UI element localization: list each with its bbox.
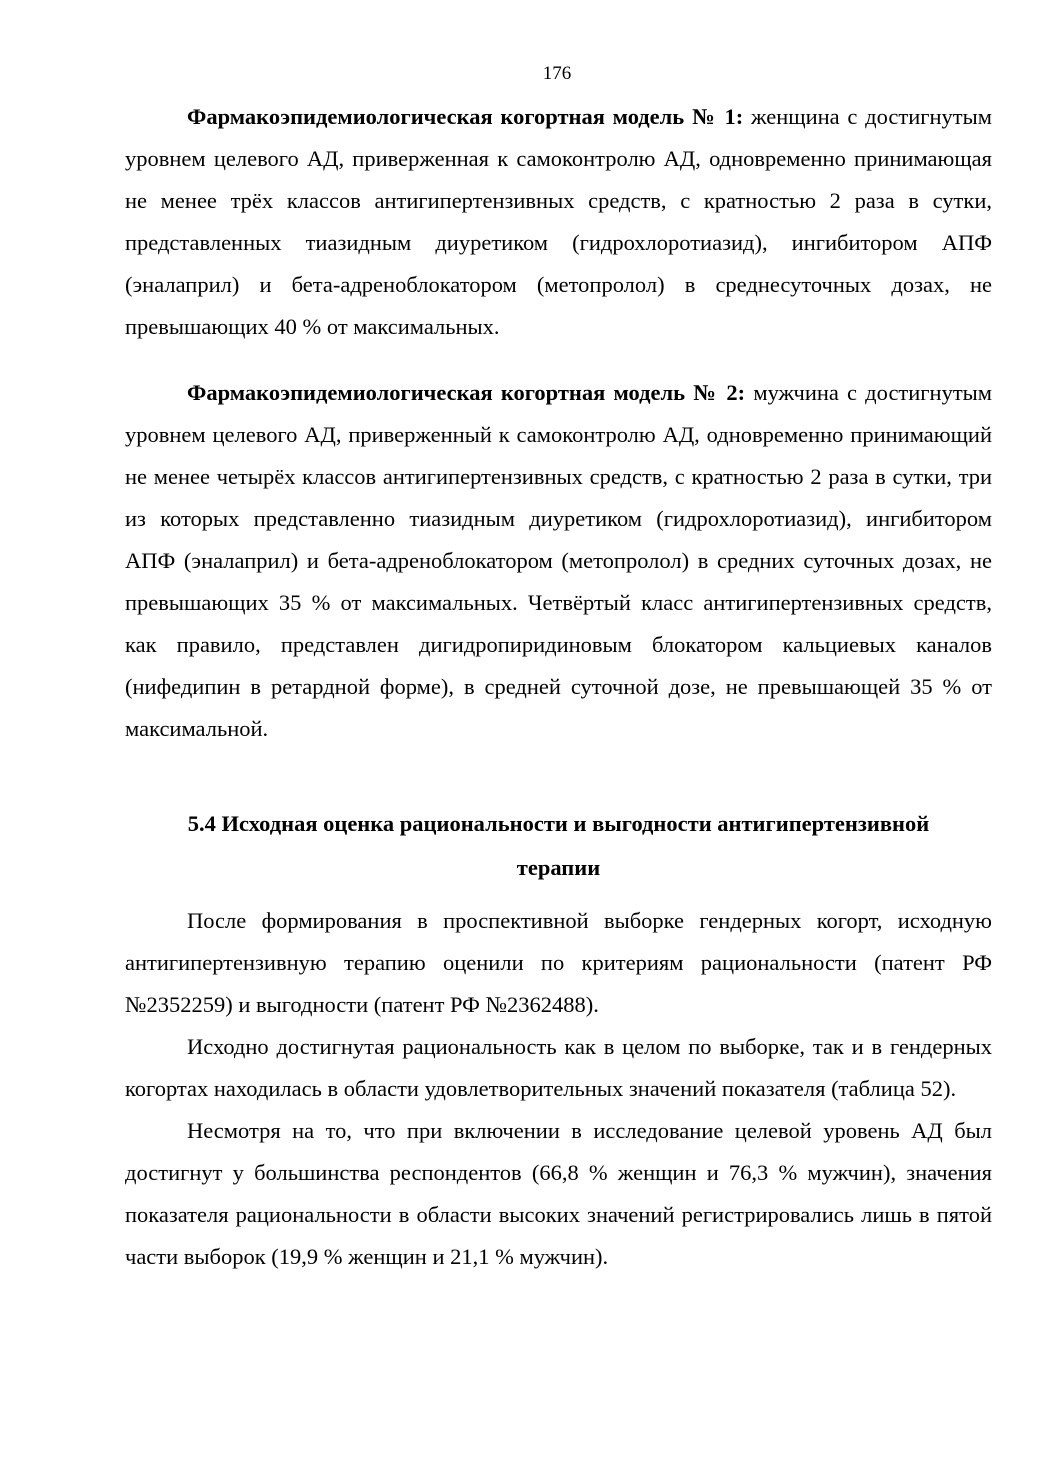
cohort-model-2-paragraph bbox=[125, 372, 992, 750]
cohort-model-2-text: мужчина с достигнутым уровнем целевого АД, приверженный к самоконтролю АД, одновременно принимающий не менее четырёх классов антигипертензивных средств, с кратностью 2 раза в сутки, три из которых представленно тиазидным диуретиком (гидрохлоротиазид), ингибитором АПФ (эналаприл) и бета-адреноблокатором (метопролол) в средних суточных дозах, не превышающих 35 % от максимальных. Четвёртый класс антигипертензивных средств, как правило, представлен дигидропиридиновым блокатором кальциевых каналов (нифедипин в ретардной форме), в средней суточной дозе, не превышающей 35 % от максимальной. bbox=[125, 380, 993, 741]
body-paragraph-1: После формирования в проспективной выборке гендерных когорт, исходную антигипертензивную терапию оценили по критериям рациональности (патент РФ №2352259) и выгодности (патент РФ №2362488). bbox=[125, 908, 992, 1017]
body-paragraph-2: Исходно достигнутая рациональность как в целом по выборке, так и в гендерных когортах находилась в области удовлетворительных значений показателя (таблица 52). bbox=[125, 1034, 992, 1101]
section-heading bbox=[125, 802, 992, 890]
body-paragraph-3: Несмотря на то, что при включении в исследование целевой уровень АД был достигнут у большинства респондентов (66,8 % женщин и 76,3 % мужчин), значения показателя рациональности в области высоких значений регистрировались лишь в пятой части выборок (19,9 % женщин и 21,1 % мужчин). bbox=[125, 1118, 992, 1269]
page-number: 176 bbox=[542, 63, 572, 84]
document-body bbox=[125, 96, 992, 1278]
section-heading-line-1: 5.4 Исходная оценка рациональности и выгодности антигипертензивной bbox=[187, 811, 930, 836]
cohort-model-1-paragraph bbox=[125, 96, 992, 348]
cohort-model-1-title: Фармакоэпидемиологическая когортная модель № 1: bbox=[187, 104, 744, 129]
cohort-model-1-text: женщина с достигнутым уровнем целевого АД, приверженная к самоконтролю АД, одновременно принимающая не менее трёх классов антигипертензивных средств, с кратностью 2 раза в сутки, представленных тиазидным диуретиком (гидрохлоротиазид), ингибитором АПФ (эналаприл) и бета-адреноблокатором (метопролол) в среднесуточных дозах, не превышающих 40 % от максимальных. bbox=[125, 104, 992, 339]
cohort-model-2-title: Фармакоэпидемиологическая когортная модель № 2: bbox=[187, 380, 746, 405]
section-heading-line-2: терапии bbox=[516, 855, 601, 880]
